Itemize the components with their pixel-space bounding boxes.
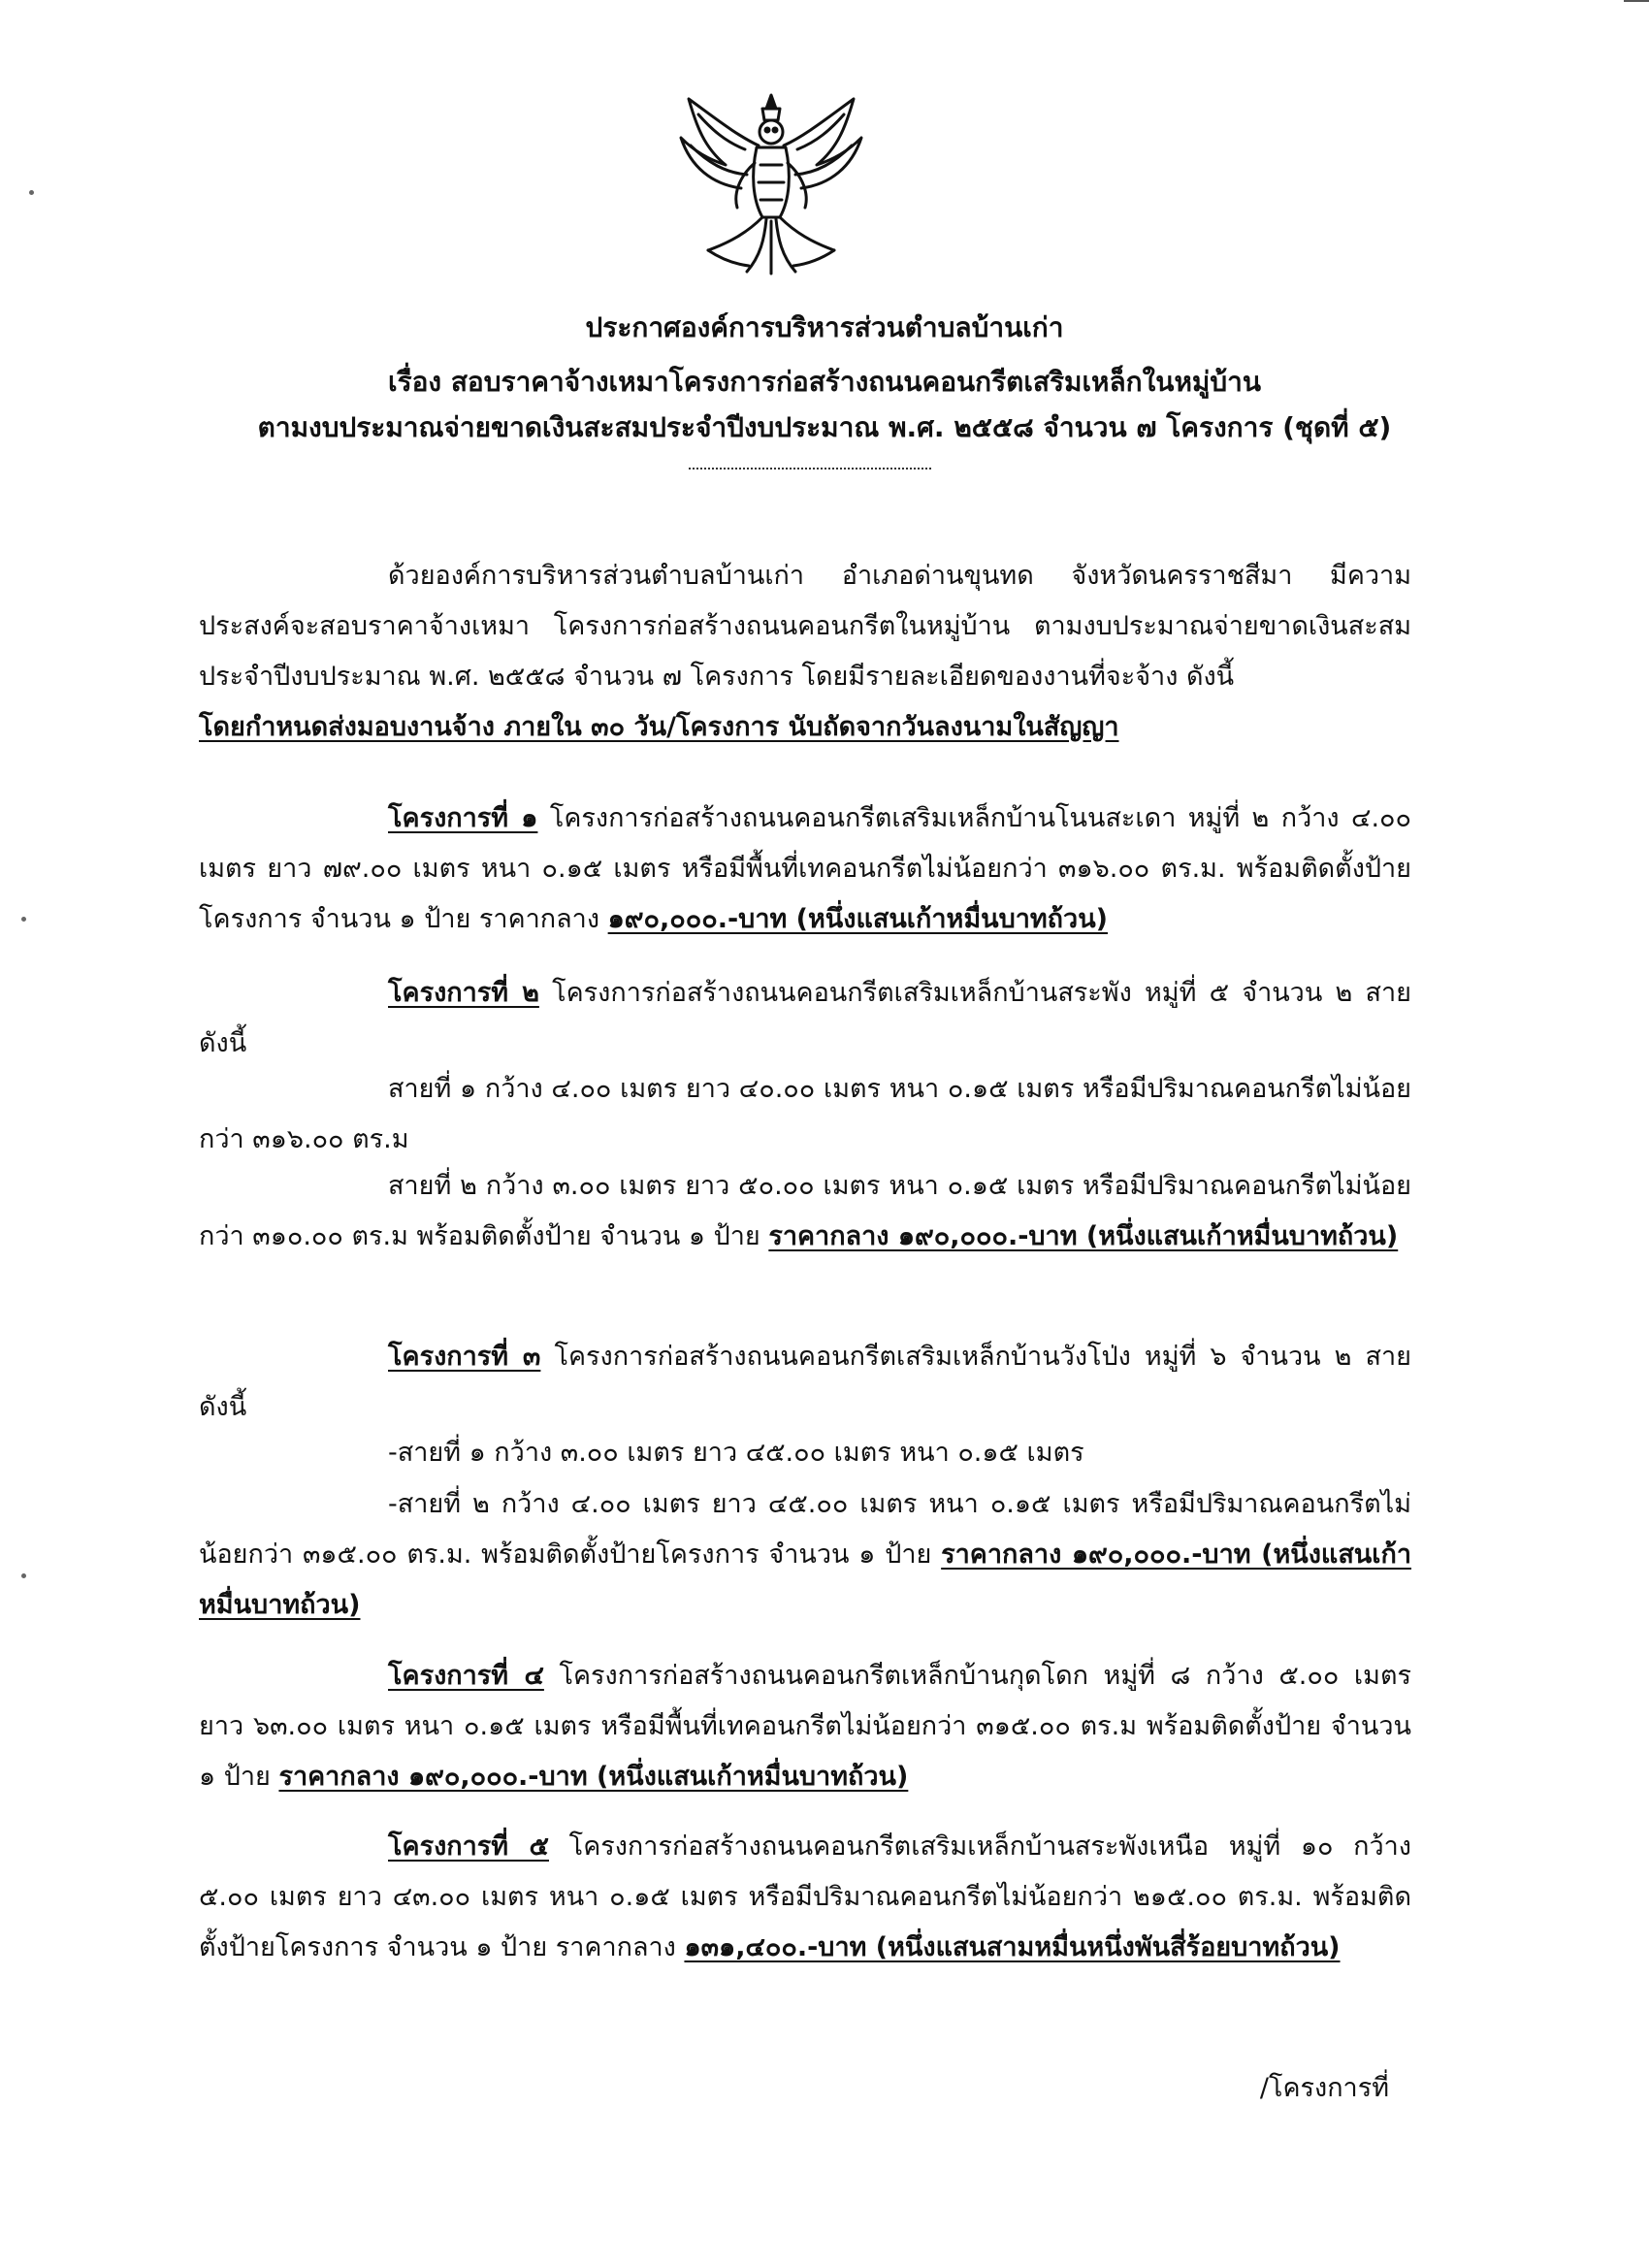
project-2-line-2 bbox=[199, 1161, 1411, 1262]
announcement-title: ประกาศองค์การบริหารส่วนตำบลบ้านเก่า bbox=[585, 311, 1064, 343]
project-price: ราคากลาง ๑๙๐,๐๐๐.-บาท (หนึ่งแสนเก้าหมื่นบาทถ้วน) bbox=[768, 1221, 1399, 1251]
project-text: โครงการก่อสร้างถนนคอนกรีตเหล็กบ้านกุดโดก หมู่ที่ ๘ กว้าง ๕.๐๐ เมตร ยาว ๖๓.๐๐ เมตร หนา ๐.๑๕ เมตร หรือมีพื้นที่เทคอนกรีตไม่น้อยกว่า ๓๑๕.๐๐ ตร.ม พร้อมติดตั้งป้าย จำนวน ๑ ป้าย bbox=[199, 1661, 1411, 1792]
project-label: โครงการที่ ๔ bbox=[388, 1661, 544, 1691]
project-label: โครงการที่ ๒ bbox=[388, 978, 539, 1008]
project-price: ราคากลาง ๑๙๐,๐๐๐.-บาท (หนึ่งแสนเก้าหมื่นบาทถ้วน) bbox=[199, 1539, 1412, 1620]
scan-speck bbox=[21, 1573, 26, 1578]
project-label: โครงการที่ ๓ bbox=[388, 1342, 541, 1372]
scan-edge-mark bbox=[1624, 0, 1649, 2]
scan-speck bbox=[29, 190, 34, 195]
project-1 bbox=[199, 794, 1411, 945]
project-2 bbox=[199, 968, 1411, 1069]
intro-paragraph bbox=[199, 551, 1411, 753]
scan-speck bbox=[21, 917, 26, 922]
continuation-marker: /โครงการที่ bbox=[1259, 2073, 1389, 2103]
project-text: โครงการก่อสร้างถนนคอนกรีตเสริมเหล็กบ้านวังโป่ง หมู่ที่ ๖ จำนวน ๒ สายดังนี้ bbox=[199, 1342, 1411, 1422]
project-3 bbox=[199, 1332, 1411, 1433]
announcement-budget-line: ตามงบประมาณจ่ายขาดเงินสะสมประจำปีงบประมาณ พ.ศ. ๒๕๕๘ จำนวน ๗ โครงการ (ชุดที่ ๕) bbox=[257, 411, 1392, 443]
project-price: ๑๓๑,๔๐๐.-บาท (หนึ่งแสนสามหมื่นหนึ่งพันสี่ร้อยบาทถ้วน) bbox=[684, 1932, 1341, 1962]
intro-text: ด้วยองค์การบริหารส่วนตำบลบ้านเก่า อำเภอด่านขุนทด จังหวัดนครราชสีมา มีความประสงค์จะสอบราคาจ้างเหมา โครงการก่อสร้างถนนคอนกรีตในหมู่บ้าน ตามงบประมาณจ่ายขาดเงินสะสมประจำปีงบประมาณ พ.ศ. ๒๕๕๘ จำนวน ๗ โครงการ โดยมีรายละเอียดของงานที่จะจ้าง ดังนี้ bbox=[199, 561, 1411, 692]
project-2-line-1: สายที่ ๑ กว้าง ๔.๐๐ เมตร ยาว ๔๐.๐๐ เมตร หนา ๐.๑๕ เมตร หรือมีปริมาณคอนกรีตไม่น้อยกว่า ๓๑๖.๐๐ ตร.ม bbox=[199, 1074, 1411, 1154]
project-price: ราคากลาง ๑๙๐,๐๐๐.-บาท (หนึ่งแสนเก้าหมื่นบาทถ้วน) bbox=[278, 1762, 909, 1792]
project-label: โครงการที่ ๑ bbox=[388, 803, 538, 833]
announcement-subject: เรื่อง สอบราคาจ้างเหมาโครงการก่อสร้างถนนคอนกรีตเสริมเหล็กในหมู่บ้าน bbox=[388, 366, 1261, 398]
title-separator bbox=[689, 468, 931, 470]
project-text: โครงการก่อสร้างถนนคอนกรีตเสริมเหล็กบ้านสระพังเหนือ หมู่ที่ ๑๐ กว้าง ๕.๐๐ เมตร ยาว ๔๓.๐๐ เมตร หนา ๐.๑๕ เมตร หรือมีปริมาณคอนกรีตไม่น้อยกว่า ๒๑๕.๐๐ ตร.ม. พร้อมติดตั้งป้ายโครงการ จำนวน ๑ ป้าย ราคากลาง bbox=[199, 1831, 1411, 1962]
project-3-line-2 bbox=[199, 1479, 1411, 1631]
project-text: โครงการก่อสร้างถนนคอนกรีตเสริมเหล็กบ้านโนนสะเดา หมู่ที่ ๒ กว้าง ๔.๐๐ เมตร ยาว ๗๙.๐๐ เมตร หนา ๐.๑๕ เมตร หรือมีพื้นที่เทคอนกรีตไม่น้อยกว่า ๓๑๖.๐๐ ตร.ม. พร้อมติดตั้งป้ายโครงการ จำนวน ๑ ป้าย ราคากลาง bbox=[199, 803, 1411, 934]
garuda-emblem-icon bbox=[669, 87, 873, 281]
project-3-line-1: -สายที่ ๑ กว้าง ๓.๐๐ เมตร ยาว ๔๕.๐๐ เมตร หนา ๐.๑๕ เมตร bbox=[388, 1438, 1084, 1468]
project-5 bbox=[199, 1822, 1411, 1973]
delivery-deadline: โดยกำหนดส่งมอบงานจ้าง ภายใน ๓๐ วัน/โครงการ นับถัดจากวันลงนามในสัญญา bbox=[199, 712, 1119, 742]
project-text: โครงการก่อสร้างถนนคอนกรีตเสริมเหล็กบ้านสระพัง หมู่ที่ ๕ จำนวน ๒ สาย ดังนี้ bbox=[199, 978, 1411, 1058]
project-label: โครงการที่ ๕ bbox=[388, 1831, 549, 1862]
project-line-text: -สายที่ ๒ กว้าง ๔.๐๐ เมตร ยาว ๔๕.๐๐ เมตร หนา ๐.๑๕ เมตร หรือมีปริมาณคอนกรีตไม่น้อยกว่า ๓๑๕.๐๐ ตร.ม. พร้อมติดตั้งป้ายโครงการ จำนวน ๑ ป้าย bbox=[199, 1489, 1411, 1570]
project-price: ๑๙๐,๐๐๐.-บาท (หนึ่งแสนเก้าหมื่นบาทถ้วน) bbox=[607, 904, 1108, 934]
project-line-text: สายที่ ๒ กว้าง ๓.๐๐ เมตร ยาว ๕๐.๐๐ เมตร หนา ๐.๑๕ เมตร หรือมีปริมาณคอนกรีตไม่น้อยกว่า ๓๑๐.๐๐ ตร.ม พร้อมติดตั้งป้าย จำนวน ๑ ป้าย bbox=[199, 1171, 1411, 1251]
project-4 bbox=[199, 1651, 1411, 1802]
